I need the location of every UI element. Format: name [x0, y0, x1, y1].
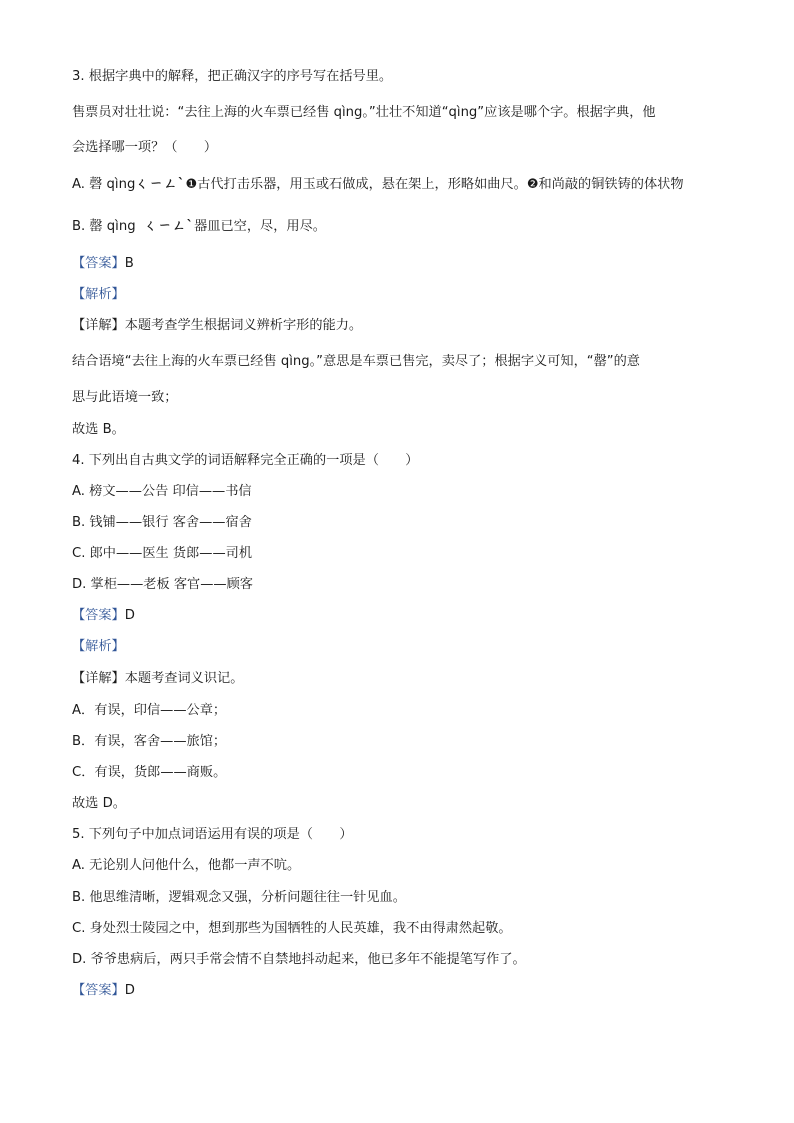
q5-option-b: B. 他思维清晰，逻辑观念又强，分析问题往往一针见血。	[72, 890, 406, 905]
q4-option-d: D. 掌柜——老板 客官——顾客	[72, 577, 253, 592]
q3-option-a-def1: 古代打击乐器，用玉或石做成，悬在架上，形略如曲尺。	[197, 177, 527, 192]
q5-prompt: 5. 下列句子中加点词语运用有误的项是（ ）	[72, 827, 353, 842]
q4-option-c: C. 郎中——医生 货郎——司机	[72, 546, 253, 561]
q4-note-b: B．有误，客舍——旅馆；	[72, 734, 227, 749]
q4-answer	[72, 607, 135, 625]
answer-tag: 【答案】	[72, 983, 125, 998]
q3-option-b-char: B. 罄 qìng	[72, 219, 136, 234]
q4-prompt: 4. 下列出自古典文学的词语解释完全正确的一项是（ ）	[72, 453, 419, 468]
q3-option-a	[72, 176, 684, 194]
q3-analysis-tag: 【解析】	[72, 287, 125, 302]
q5-option-a: A. 无论别人问他什么，他都一声不吭。	[72, 858, 301, 873]
q3-answer-value: B	[124, 256, 134, 271]
circled-two-icon: ❷	[526, 177, 539, 192]
q4-option-b: B. 钱铺——银行 客舍——宿舍	[72, 515, 252, 530]
q3-option-b-bopomofo: ㄑㄧㄥˋ	[143, 219, 195, 234]
circled-one-icon: ❶	[185, 177, 198, 192]
q4-detail	[72, 670, 243, 688]
q3-detail	[72, 317, 362, 335]
q3-answer	[72, 255, 134, 273]
q3-option-a-char: A. 磬 qìng	[72, 177, 136, 192]
q3-prompt: 3. 根据字典中的解释，把正确汉字的序号写在括号里。	[72, 69, 393, 84]
q3-option-a-bopomofo: ㄑㄧㄥˋ	[135, 177, 186, 192]
q3-option-b-def: 器皿已空，尽，用尽。	[194, 219, 326, 234]
q4-option-a: A. 榜文——公告 印信——书信	[72, 484, 252, 499]
q3-explain-line1: 结合语境“去往上海的火车票已经售 qìng。”意思是车票已售完，卖尽了；根据字义可知，“罄”的意	[72, 354, 640, 369]
q5-answer-value: D	[124, 983, 135, 998]
q5-option-c: C. 身处烈士陵园之中，想到那些为国牺牲的人民英雄，我不由得肃然起敬。	[72, 921, 512, 936]
detail-tag: 【详解】	[72, 318, 125, 333]
detail-tag: 【详解】	[72, 671, 125, 686]
q3-conclusion: 故选 B。	[72, 422, 125, 437]
answer-tag: 【答案】	[72, 608, 125, 623]
q5-option-d: D. 爷爷患病后，两只手常会情不自禁地抖动起来，他已多年不能提笔写作了。	[72, 952, 526, 967]
q4-answer-value: D	[124, 608, 135, 623]
q3-stem-line2: 会选择哪一项？（ ）	[72, 140, 218, 155]
q3-option-b	[72, 218, 326, 236]
q4-conclusion: 故选 D。	[72, 796, 126, 811]
q3-option-a-def2: 和尚敲的铜铁铸的体状物	[538, 177, 684, 192]
q4-note-c: C．有误，货郎——商贩。	[72, 765, 227, 780]
q4-detail-text: 本题考查词义识记。	[124, 671, 244, 686]
answer-tag: 【答案】	[72, 256, 125, 271]
q4-analysis-tag: 【解析】	[72, 639, 125, 654]
q4-note-a: A．有误，印信——公章；	[72, 703, 227, 718]
q3-detail-text: 本题考查学生根据词义辨析字形的能力。	[124, 318, 363, 333]
q3-stem-line1: 售票员对壮壮说：“去往上海的火车票已经售 qìng。”壮壮不知道“qìng”应该是哪个字。根据字典，他	[72, 105, 656, 120]
q3-explain-line2: 思与此语境一致；	[72, 390, 178, 405]
q5-answer	[72, 982, 135, 1000]
